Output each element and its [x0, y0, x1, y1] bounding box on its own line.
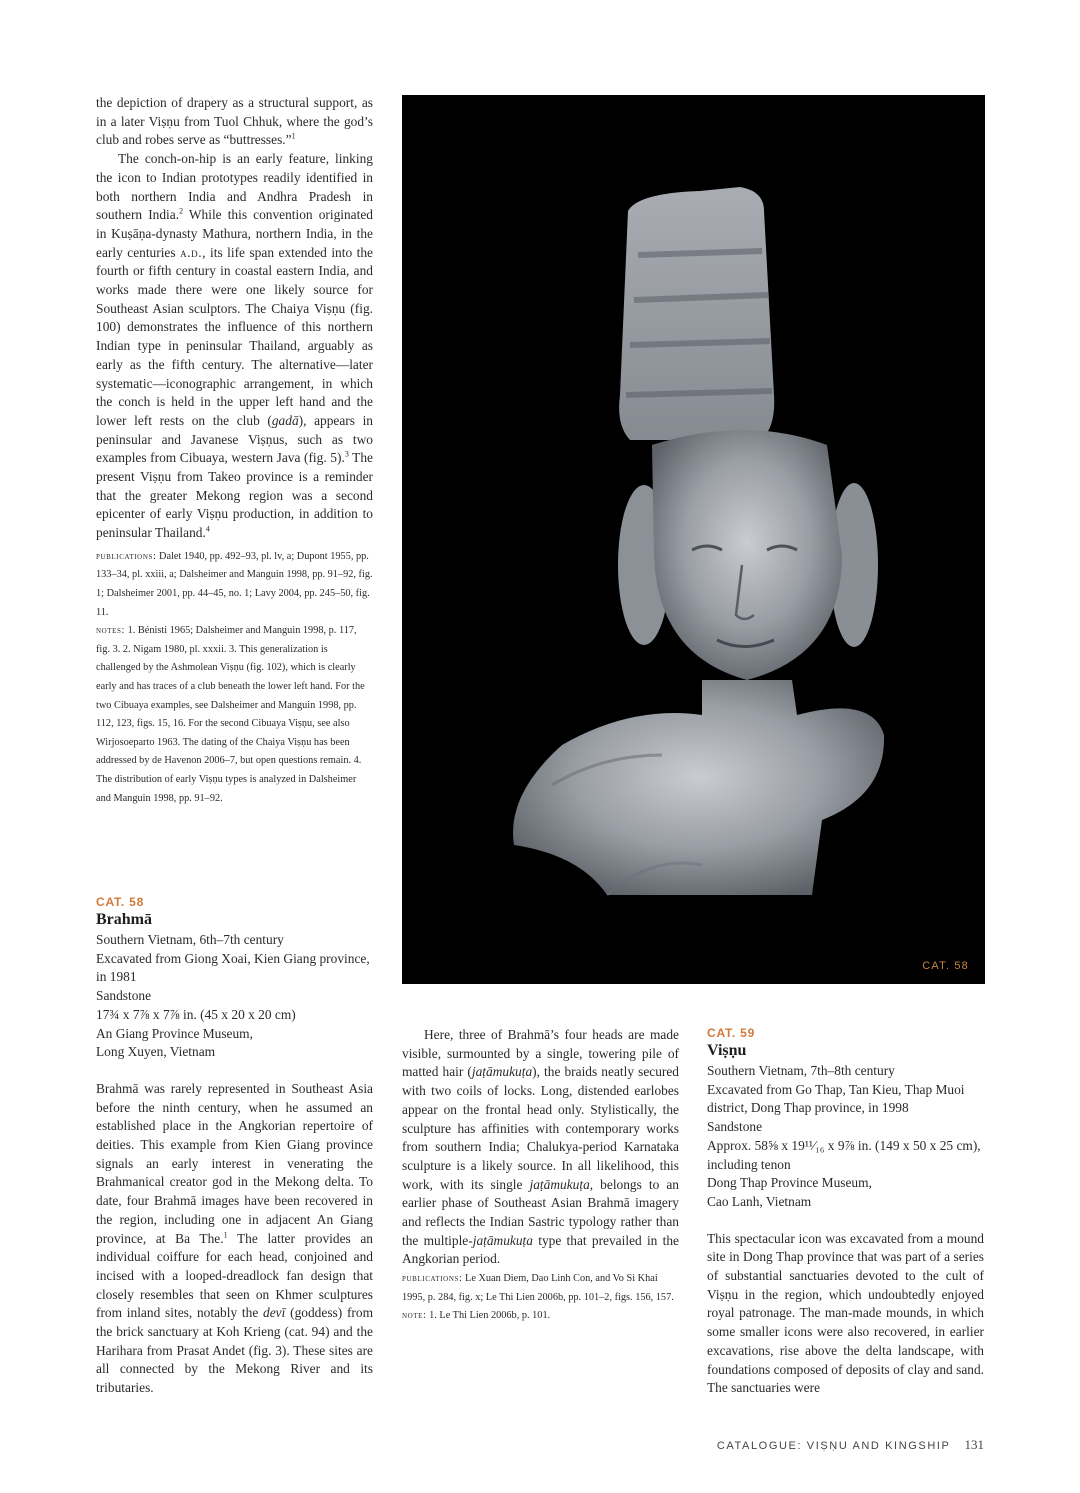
cat58-meta-line: Southern Vietnam, 6th–7th century — [96, 932, 284, 947]
cat58-meta-line: Excavated from Giong Xoai, Kien Giang province, in 1981 — [96, 950, 370, 985]
middle-column — [402, 1026, 679, 1326]
cat58-meta — [96, 931, 373, 1062]
page-number: 131 — [964, 1437, 984, 1452]
cat59-entry — [707, 1026, 984, 1398]
cat58-label: CAT. 58 — [96, 895, 145, 909]
cat59-meta-line: Cao Lanh, Vietnam — [707, 1193, 812, 1209]
cat59-meta — [707, 1062, 984, 1212]
cat58-meta-line: Sandstone — [96, 988, 152, 1004]
cat59-title: Viṣṇu — [707, 1042, 747, 1059]
cat58-entry — [96, 895, 373, 1398]
page-footer — [717, 1437, 984, 1453]
running-head: CATALOGUE: VIṢṆU AND KINGSHIP — [716, 1440, 951, 1452]
cat59-meta-line: Sandstone — [707, 1119, 763, 1135]
left-notes: notes: 1. Bénisti 1965; Dalsheimer and Manguin 1998, p. 117, fig. 3. 2. Nigam 1980, pl. xxxii. 3. This generalization is challenged by the Ashmolean Viṣṇu (fig. 102), which is clearly early and has traces of a club beneath the lower left hand. For the two Cibuaya examples, see Dalsheimer and Manguin 1998, pp. 112, 123, figs. 15, 16. For the second Cibuaya Viṣṇu, see also Wirjosoeparto 1963. The dating of the Chaiya Viṣṇu has been addressed by de Havenon 2006–7, but open questions remain. 4. The distribution of early Viṣṇu types is analyzed in Dalsheimer and Manguin 1998, pp. 91–92. — [96, 625, 365, 804]
cat59-meta-line: Southern Vietnam, 7th–8th century — [707, 1063, 895, 1078]
left-paragraph-1: the depiction of drapery as a structural support, as in a later Viṣṇu from Tuol Chhuk, where the god’s club and robes serve as “buttresses.”$^1$ — [96, 95, 373, 148]
cat58-note: note: 1. Le Thi Lien 2006b, p. 101. — [402, 1310, 551, 1322]
left-paragraph-2: The conch-on-hip is an early feature, linking the icon to Indian prototypes readily identified in both northern India and Andhra Pradesh in southern India.$^2$ While this convention originated in Kuṣāṇa-dynasty Mathura, northern India, in the early centuries a.d., its life span extended into the fourth or fifth century in coastal eastern India, and works made there were one likely source for Southeast Asian sculptors. The Chaiya Viṣṇu (fig. 100) demonstrates the influence of this northern Indian type in peninsular Thailand, arguably as early as the fifth century. The alternative—later systematic—iconographic arrangement, in which the conch is held in the upper left hand and the lower left rests on the club (gadā), appears in peninsular and Javanese Viṣṇus, such as two examples from Cibuaya, western Java (fig. 5).$^3$ The present Viṣṇu from Takeo province is a reminder that the greater Mekong region was a second epicenter of early Viṣṇu production, in addition to peninsular Thailand.$^4$ — [96, 151, 373, 541]
photo-caption: CAT. 58 — [922, 960, 969, 972]
cat59-meta-line: Approx. 58⅝ x 19¹¹⁄₁₆ x 9⅞ in. (149 x 50 x 25 cm), including tenon — [707, 1137, 981, 1172]
cat58-meta-line: 17¾ x 7⅞ x 7⅞ in. (45 x 20 x 20 cm) — [96, 1006, 296, 1022]
sculpture-photo — [402, 95, 985, 984]
cat59-meta-line: Excavated from Go Thap, Tan Kieu, Thap Muoi district, Dong Thap province, in 1998 — [707, 1081, 965, 1116]
cat58-continued: Here, three of Brahmā’s four heads are made visible, surmounted by a single, towering pile of matted hair (jaṭāmukuṭa), the braids neatly secured with two coils of locks. Long, distended earlobes appear on the frontal head only. Stylistically, the sculpture has affinities with contemporary works from southern India; Chalukya-period Karnataka sculpture is a likely source. In all likelihood, this work, with its single jaṭāmukuṭa, belongs to an earlier phase of Southeast Asian Brahmā imagery and reflects the Indian Sastric typology rather than the multiple-jaṭāmukuṭa type that prevailed in the Angkorian period. — [402, 1027, 679, 1267]
cat58-meta-line: An Giang Province Museum, — [96, 1025, 253, 1041]
cat59-meta-line: Dong Thap Province Museum, — [707, 1175, 872, 1191]
left-column — [96, 94, 373, 808]
cat58-meta-line: Long Xuyen, Vietnam — [96, 1044, 216, 1060]
cat59-label: CAT. 59 — [707, 1026, 756, 1040]
cat59-body: This spectacular icon was excavated from a mound site in Dong Thap province that was part of a series of substantial sanctuaries devoted to the cult of Viṣṇu in the region, which undoubtedly enjoyed royal patronage. The man-made mounds, in which some smaller icons were also recovered, in earlier excavations, rise above the delta landscape, with foundations composed of deposits of clay and sand. The sanctuaries were — [707, 1230, 984, 1396]
cat58-title: Brahmā — [96, 911, 152, 928]
left-publications: publications: Dalet 1940, pp. 492–93, pl. lv, a; Dupont 1955, pp. 133–34, pl. xxiii, a; Dalsheimer and Manguin 1998, pp. 91–92, fig. 1; Dalsheimer 2001, pp. 44–45, no. 1; Lavy 2004, pp. 245–50, fig. 11. — [96, 550, 373, 618]
cat58-body: Brahmā was rarely represented in Southeast Asia before the ninth century, when he assumed an established place in the Angkorian repertoire of deities. This example from Kien Giang province signals an early interest in venerating the Brahmanical creator god in the Mekong delta. To date, four Brahmā images have been recovered in the region, including one in adjacent An Giang province, at Ba The.$^1$ The latter provides an individual coiffure for each head, conjoined and incised with a looped-dreadlock fan design that closely resembles that seen on Khmer sculptures from inland sites, notably the devī (goddess) from the brick sanctuary at Koh Krieng (cat. 94) and the Harihara from Prasat Andet (fig. 3). These sites are all connected by the Mekong River and its tributaries. — [96, 1080, 374, 1396]
cat58-publications: publications: Le Xuan Diem, Dao Linh Con, and Vo Si Khai 1995, p. 284, fig. x; Le Thi Lien 2006b, pp. 101–2, figs. 156, 157. — [402, 1273, 674, 1303]
brahma-sculpture-image — [402, 95, 985, 984]
